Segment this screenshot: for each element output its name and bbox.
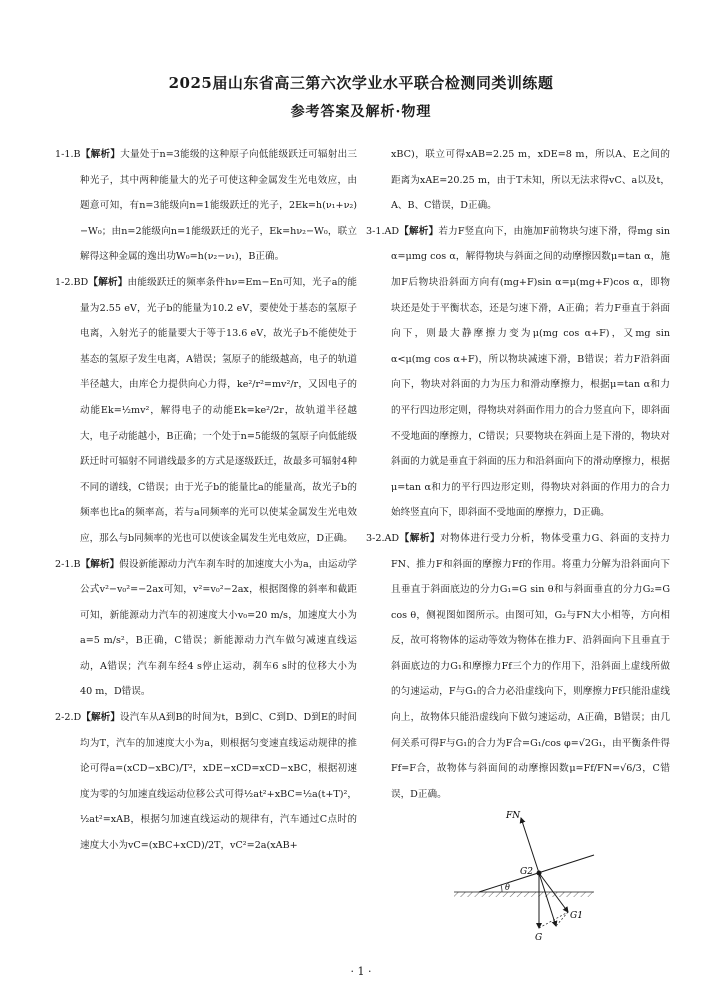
item-tag: 【解析】	[80, 149, 121, 160]
dashed-projection-2	[556, 912, 568, 926]
left-column	[55, 142, 357, 859]
item-tag: 【解析】	[81, 712, 121, 724]
item-number: 2-2.D	[55, 712, 82, 724]
item-text: 对物体进行受力分析，物体受重力G、斜面的支持力FN、推力F和斜面的摩擦力Ff的作用。将重力分解为沿斜面向下且垂直于斜面底边的分力G₁=G sin θ和与斜面垂直的分力G₂=G cos θ，侧视图如图所示。由图可知，G₂与FN大小相等，方向相反，故可将物体的运动等效为物体在推力F、沿斜面向下且垂直于斜面底边的力G₁和摩擦力Ff三个力的作用下，沿斜面上虚线所做的匀速运动，F与G₁的合力必沿虚线向下，则摩擦力Ff只能沿虚线向上，故物体只能沿虚线向下做匀速运动，A正确，B错误；由几何关系可得F与G₁的合力为F合=G₁/cos φ=√2G₁，由平衡条件得Ff=F合，故物体与斜面间的动摩擦因数μ=Ff/FN=√6/3，C错误，D正确。	[391, 532, 671, 800]
answer-item-2-2	[55, 705, 357, 859]
item-number: 2-1.B	[55, 558, 81, 570]
answer-item-1-2	[55, 270, 357, 552]
label-g: G	[535, 933, 543, 943]
answer-item-2-1	[55, 552, 357, 706]
dashed-projection	[539, 912, 568, 928]
page-title: 2025届山东省高三第六次学业水平联合检测同类训练题	[168, 74, 554, 92]
label-g1: G1	[570, 911, 583, 921]
item-text: 由能级跃迁的频率条件hν=Em−En可知，光子a的能量为2.55 eV，光子b的能量为10.2 eV，要使处于基态的氢原子电离，入射光子的能量要大于等于13.6 eV，故光子b不能使处于基态的氢原子发生电离，A错误；氢原子的能级越高，电子的轨道半径越大，由库仑力提供向心力得，ke²/r²=mv²/r，又因电子的动能Ek=½mv²，解得电子的动能Ek=ke²/2r，故轨道半径越大，电子动能越小，B正确；一个处于n=5能级的氢原子向低能级跃迁时可辐射不同谱线最多的方式是逐级跃迁，故最多可辐射4种不同的谱线，C错误；由于光子b的能量比a的能量高，故光子b的频率也比a的频率高，若与a同频率的光可以使某金属发生光电效应，那么与b同频率的光也可以使该金属发生光电效应，D正确。	[80, 276, 358, 544]
item-text: 大量处于n=3能级的这种原子向低能级跃迁可辐射出三种光子，其中两种能量大的光子可使这种金属发生光电效应，由题意可知，有n=3能级向n=1能级跃迁的光子，2Ek=h(ν₁+ν₂)−W₀；由n=2能级向n=1能级跃迁的光子，Ek=hν₂−W₀，联立解得这种金属的逸出功W₀=h(ν₂−ν₁)，B正确。	[80, 149, 358, 263]
item-number: 3-1.AD	[366, 225, 400, 237]
item-text: xBC)，联立可得xAB=2.25 m，xDE=8 m，所以A、E之间的距离为xAE=20.25 m，由于T未知，所以无法求得vC、a以及t，A、B、C错误，D正确。	[391, 149, 670, 212]
item-tag: 【解析】	[399, 225, 439, 237]
item-number: 3-2.AD	[366, 532, 400, 544]
item-text: 若力F竖直向下，由施加F前物块匀速下滑，得mg sin α=μmg cos α，解得物块与斜面之间的动摩擦因数μ=tan α，施加F后物块沿斜面方向有(mg+F)sin α=μ(mg+F)cos α，即物块还是处于平衡状态，还是匀速下滑，A正确；若力F垂直于斜面向下，则最大静摩擦力变为μ(mg cos α+F)，又mg sin α<μ(mg cos α+F)，所以物块减速下滑，B错误；若力F沿斜面向下，物块对斜面的力为压力和滑动摩擦力，根据μ=tan α和力的平行四边形定则，得物块对斜面作用力的合力竖直向下，即斜面不受地面的摩擦力，C错误；只要物块在斜面上是下滑的，物块对斜面的力就是垂直于斜面的压力和沿斜面向下的滑动摩擦力，根据μ=tan α和力的平行四边形定则，得物块对斜面的作用力的合力始终竖直向下，即斜面不受地面的摩擦力，D正确。	[391, 225, 670, 519]
label-theta: θ	[505, 883, 510, 892]
theta-arc	[501, 885, 502, 892]
answer-item-1-1	[55, 142, 357, 270]
answer-item-3-1	[366, 219, 670, 526]
ground-hatch	[454, 892, 594, 897]
item-number: 1-1.B	[55, 149, 81, 160]
page-number: · 1 ·	[350, 965, 372, 978]
right-column	[366, 142, 670, 807]
item-tag: 【解析】	[80, 558, 120, 570]
item-tag: 【解析】	[399, 532, 441, 544]
label-g2: G2	[520, 867, 533, 877]
answer-item-3-2	[366, 526, 670, 808]
g2-arrow	[539, 873, 556, 926]
item-text: 设汽车从A到B的时间为t，B到C、C到D、D到E的时间均为T，汽车的加速度大小为a，则根据匀变速直线运动规律的推论可得a=(xCD−xBC)/T²，xDE−xCD=xCD−xBC，根据初速度为零的匀加速直线运动位移公式可得½at²+xBC=½a(t+T)²，½at²=xAB，根据匀加速直线运动的规律有，汽车通过C点时的速度大小为vC=(xBC+xCD)/2T，vC²=2a(xAB+	[80, 712, 358, 852]
item-text: 假设新能源动力汽车刹车时的加速度大小为a，由运动学公式v²−v₀²=−2ax可知，v²=v₀²−2ax，根据图像的斜率和截距可知，新能源动力汽车的初速度大小v₀=20 m/s，加速度大小为a=5 m/s²，B正确，C错误；新能源动力汽车做匀减速直线运动，A错误；汽车刹车经4 s停止运动，刹车6 s时的位移大小为40 m，D错误。	[80, 558, 357, 698]
item-tag: 【解析】	[88, 276, 128, 288]
label-fn: FN	[506, 811, 521, 821]
incline-line	[479, 855, 594, 892]
fn-arrow	[521, 818, 539, 873]
answer-item-2-2-continued	[366, 142, 670, 219]
item-number: 1-2.BD	[55, 276, 89, 288]
page-subtitle: 参考答案及解析·物理	[290, 104, 432, 120]
force-diagram	[444, 800, 604, 950]
